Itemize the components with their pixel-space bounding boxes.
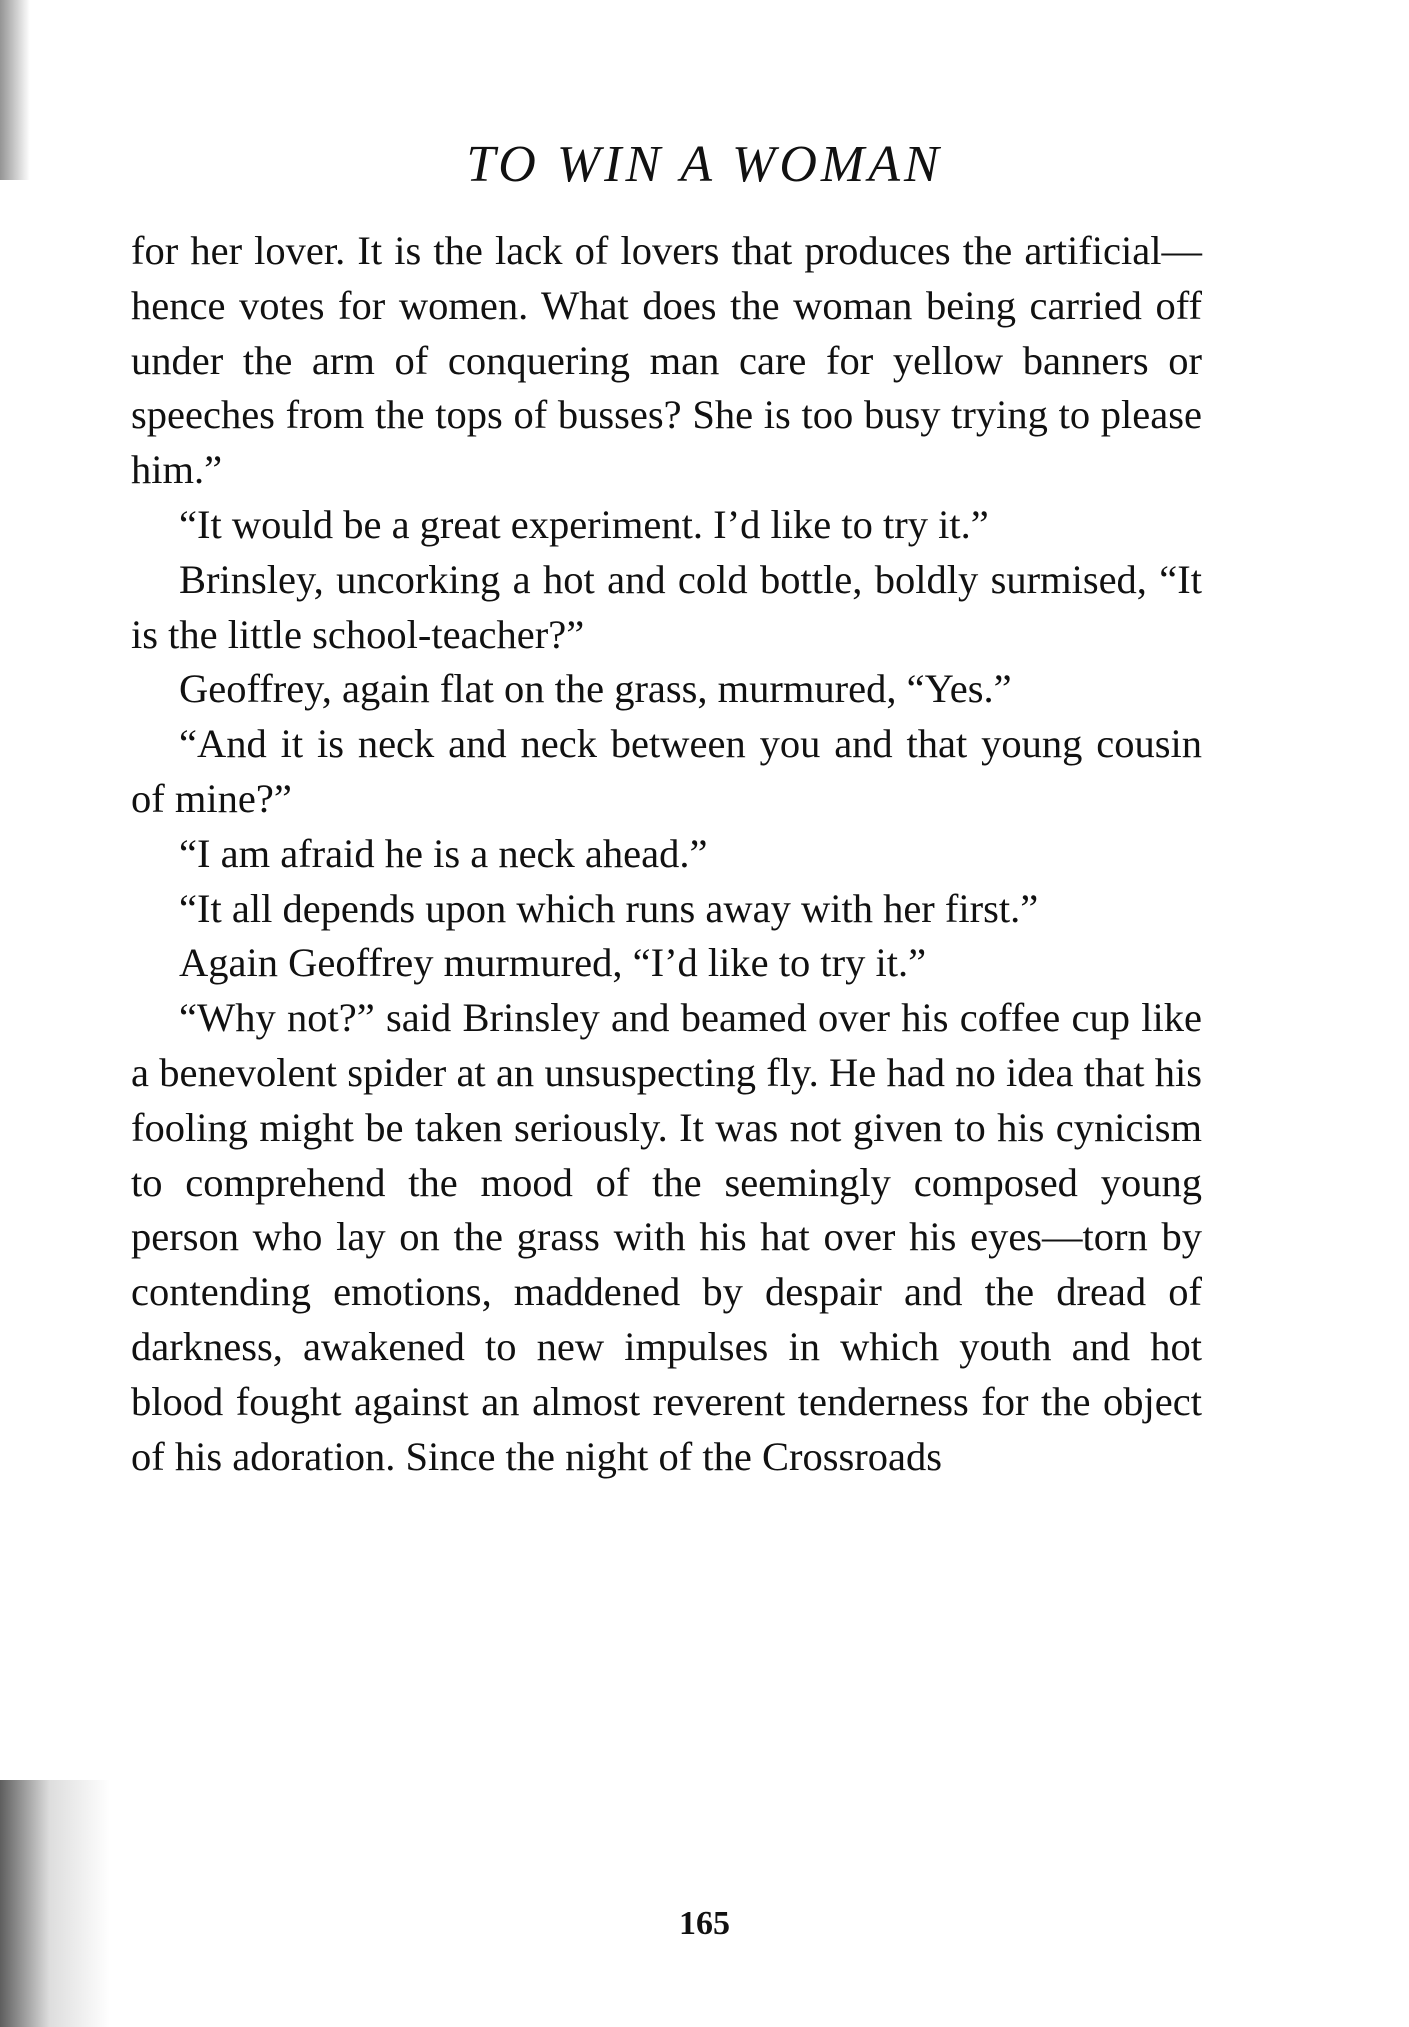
page-number: 165 [679,1905,730,1942]
paragraph-6: “I am afraid he is a neck ahead.” [179,830,708,876]
paragraph-8: Again Geoffrey murmured, “I’d like to try it.” [179,940,927,986]
paragraph-3: Brinsley, uncorking a hot and cold bottle, boldly surmised, “It is the little school-teacher?” [131,556,1202,657]
running-title: TO WIN A WOMAN [466,136,943,193]
paragraph-1: for her lover. It is the lack of lovers that produces the artificial—hence votes for women. What does the woman being carried off under the arm of conquering man care for yellow banners or speeches from the tops of busses? She is too busy trying to please him.” [131,228,1202,493]
body-text [131,224,1202,1484]
paragraph-4: Geoffrey, again flat on the grass, murmured, “Yes.” [179,666,1012,712]
paragraph-5: “And it is neck and neck between you and that young cousin of mine?” [131,721,1202,821]
paragraph-7: “It all depends upon which runs away with her first.” [179,885,1039,931]
paragraph-2: “It would be a great experiment. I’d like to try it.” [179,501,989,547]
paragraph-9: “Why not?” said Brinsley and beamed over his coffee cup like a benevolent spider at an unsuspecting fly. He had no idea that his fooling might be taken seriously. It was not given to his cynicism to comprehend the mood of the seemingly composed young person who lay on the grass with his hat over his eyes—torn by contending emotions, maddened by despair and the dread of darkness, awakened to new impulses in which youth and hot blood fought against an almost reverent tenderness for the object of his adoration. Since the night of the Crossroads [131,995,1202,1479]
